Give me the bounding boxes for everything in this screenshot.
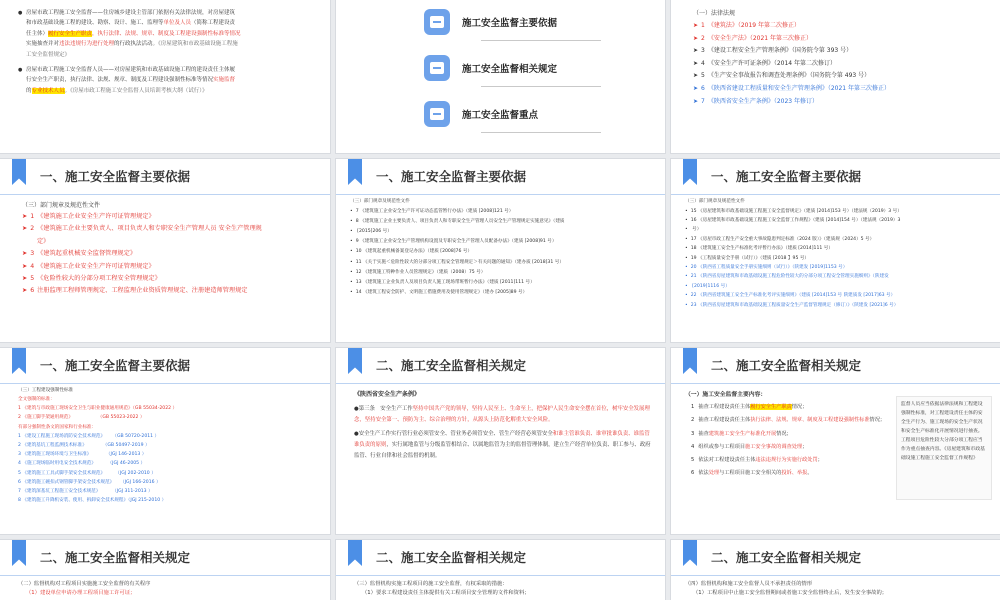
section-heading: （二）监督机构对工程项目实施施工安全监督的有关程序 [18, 581, 151, 587]
slide-thumbnail-1[interactable] [0, 0, 330, 153]
slide-thumbnail-3[interactable] [671, 0, 1000, 153]
regulation-item [350, 207, 649, 217]
citation: 工安全监督规定》 [26, 51, 71, 58]
bookmark-icon [12, 159, 26, 185]
bookmark-icon [348, 348, 362, 374]
bullet-icon: • [350, 259, 353, 265]
regulation-item [350, 227, 649, 237]
slide-title: 一、施工安全监督主要依据 [40, 169, 191, 184]
item-text: 18 《建筑施工安全生产标准化考评暂行办法》（建质 [2014]111 号） [690, 246, 833, 252]
highlight-span: 履行安全生产职责 [48, 30, 93, 37]
text-span: 。 [807, 470, 813, 477]
item-text: 《建筑施工企业安全生产许可证管理规定》 [37, 213, 155, 220]
document-icon [424, 9, 450, 35]
citation: 《房屋建筑和市政基础设施工程施 [158, 41, 238, 48]
section-heading: （三）工程建设强制性标准 [18, 388, 74, 393]
item-text: 有部分强制性条文的国家和行业标准： [18, 424, 97, 430]
standard-item [18, 404, 314, 413]
item-number: 6 [701, 84, 705, 92]
bullet-icon: • [685, 227, 688, 233]
bullet-icon: • [685, 218, 688, 223]
item-number: 3 [691, 430, 695, 437]
slide-thumbnail-7[interactable] [0, 348, 330, 534]
item-text: 《陕西省安全生产条例》（2023 年修订） [707, 97, 819, 105]
law-item [693, 83, 984, 96]
regulation-item [22, 261, 314, 273]
text-span: 。 [64, 87, 71, 94]
document-icon [424, 101, 450, 127]
item-number: 1 [30, 213, 35, 220]
regulation-item [22, 223, 314, 235]
arrow-icon: ➤ [693, 59, 699, 67]
law-item [693, 58, 984, 71]
slide-header [336, 348, 665, 384]
bullet-icon: • [350, 249, 353, 255]
procedure-line: （1）建设单位申请办理工程项目施工许可证； [26, 590, 136, 597]
item-text: 15 《房屋建筑和市政基础设施工程施工安全监督规定》（建质 [2014]153 号）（建法规（2019）3 号） [690, 208, 902, 214]
regulation-item [22, 285, 314, 297]
item-text: 1 《建设工程施工现场消防安全技术规范》 （GB 50720-2011 ） [18, 433, 160, 439]
regulation-item [350, 217, 649, 227]
text-span: 抽查工程建设责任主体 [698, 417, 751, 424]
item-text: 21 《陕西省房屋建筑和市政基础设施工程危险性较大的分部分项工程安全管理实施细则》（陕建发 [690, 274, 889, 280]
standard-item [18, 487, 314, 496]
slide-thumbnail-12[interactable] [671, 540, 1000, 600]
standard-item [18, 459, 314, 468]
slide-header [671, 348, 1000, 384]
divider [481, 86, 601, 87]
document-icon [424, 55, 450, 81]
sub-heading: 全文强制的标准： [18, 396, 55, 402]
item-text: 5 《建筑施工工具式脚手架安全技术规范》 （JGJ 202-2010 ） [18, 470, 156, 476]
item-number: 6 [30, 287, 35, 295]
agenda-label: 施工安全监督相关规定 [462, 64, 558, 75]
text-span: 抽查 [698, 430, 709, 437]
text-span: ●第三条 安全生产工作 [354, 405, 413, 412]
arrow-icon: ➤ [693, 22, 699, 29]
item-text: 8 《建筑施工企业主要负责人、项目负责人和专职安全生产管理人员安全生产管理规定实施意见》（建质 [355, 218, 565, 224]
article-paragraph-2 [354, 429, 651, 461]
bullet-icon: • [685, 265, 688, 271]
note-text: 监督人员应当依据法律法规和工程建设强制性标准，对工程建设责任主体的安全生产行为、施工现场的安全生产状况和安全生产标准化开展情况进行抽查。工程项目危险性较大分部分项工程应当作为重点抽查内容。《房屋建筑和市政基础设施工程施工安全监督工作规程》 [901, 402, 985, 461]
text-span: 建筑施工安全生产标准化开展 [708, 430, 777, 437]
item-number: 5 [691, 457, 695, 464]
slide-title: 二、施工安全监督相关规定 [376, 358, 527, 373]
item-number: 4 [701, 59, 705, 67]
text-span: 情况； [776, 430, 792, 437]
regulation-item [685, 216, 984, 225]
bullet-icon: • [685, 255, 688, 261]
bullet-icon: • [685, 283, 688, 289]
slide-title: 二、施工安全监督相关规定 [711, 550, 862, 565]
content-item [685, 429, 888, 439]
item-text: 7 《建筑深基坑工程施工安全技术规范》 （JGJ 311-2013 ） [18, 489, 153, 495]
bullet-icon: • [350, 229, 353, 234]
regulation-item [685, 254, 984, 263]
divider [481, 132, 601, 133]
item-text: 6 《建筑施工碗扣式钢管脚手架安全技术规范》 （JGJ 166-2016 ） [18, 479, 161, 485]
item-text: 《建筑法》（2019 年第二次修正） [707, 22, 801, 29]
agenda-label: 施工安全监督重点 [462, 110, 539, 121]
item-text: 《建筑施工企业安全生产许可证管理规定》 [37, 262, 155, 270]
regulation-list [685, 207, 984, 310]
text-span: 投诉、举报 [781, 470, 808, 477]
item-number: 3 [30, 250, 35, 258]
standard-item [18, 496, 314, 505]
text-span: 的 [26, 87, 32, 94]
arrow-icon: ➤ [22, 225, 28, 233]
item-number: 4 [691, 443, 695, 450]
regulation-item [685, 291, 984, 300]
item-number: 2 [691, 417, 695, 424]
arrow-icon: ➤ [693, 84, 699, 92]
bullet-icon: • [350, 269, 353, 275]
text-span: 和谁主管谁负责、谁审批谁负责、谁监管谁负责的原则 [354, 431, 650, 449]
text-span: 违法违规行为实施行政处罚 [755, 457, 818, 464]
slide-header [336, 159, 665, 195]
text-span: （简称工程建设责 [191, 20, 236, 27]
definition-paragraph-2 [18, 65, 320, 96]
item-number: 2 [701, 34, 705, 42]
item-text: 号） [690, 227, 702, 233]
text-span: 处理 [708, 470, 720, 477]
arrow-icon: ➤ [693, 97, 699, 105]
item-text: 17 《房屋市政工程生产安全重大事故隐患判定标准（2024 版）》（建质规（2024）5 号） [690, 236, 875, 242]
supervision-content-list [685, 402, 888, 478]
bullet-icon: • [685, 302, 688, 308]
text-span: 执行法律、法规、规章、制度及工程建设强制性标准 [750, 417, 870, 424]
arrow-icon: ➤ [693, 34, 699, 42]
bullet-icon: • [350, 280, 353, 286]
item-text: 注册监理工程师管理规定、工程监理企业资质管理规定、注册建造师管理规定 [37, 287, 248, 295]
regulation-list [350, 207, 649, 299]
bullet-icon: • [350, 218, 353, 224]
bookmark-icon [348, 540, 362, 566]
arrow-icon: ➤ [22, 213, 28, 220]
regulation-item [685, 244, 984, 253]
slide-title: 二、施工安全监督相关规定 [376, 550, 527, 565]
text-span: 情况； [869, 417, 886, 424]
item-text: 12 《建筑施工特种作业人员管理规定》（建质（2008）75 号） [355, 269, 486, 275]
highlight-span: 履行安全生产职责 [750, 404, 792, 411]
slide-title: 一、施工安全监督主要依据 [376, 169, 527, 184]
item-text: 9 《建筑施工企业安全生产管理机构设置及专职安全生产管理人员配备办法》（建质 [2008]91 号） [355, 239, 557, 245]
item-number: 4 [30, 262, 35, 270]
text-span: 依法 [698, 470, 709, 477]
item-text: 7 《建筑施工企业安全生产许可证动态监管暂行办法》（建质 [2008]121 号） [355, 208, 514, 214]
section-heading: 《陕西省安全生产条例》 [354, 391, 421, 398]
text-span: 位，树牢安全发展理念，坚持安全第一、预防为主、综合治理的方针，从源头上防范化解重大安全风险。 [354, 405, 650, 423]
agenda-item-2 [424, 50, 557, 86]
slide-thumbnail-5[interactable] [336, 159, 665, 342]
text-span: 任主体） [26, 30, 49, 37]
text-span: ； [817, 457, 823, 464]
bullet-icon: • [350, 239, 353, 245]
section-heading: （一）施工安全监督主要内容： [685, 392, 767, 398]
regulation-list [22, 211, 314, 298]
item-text: 16 《房屋建筑和市政基础设施工程施工安全监督工作规程》（建质 [2014]154 号）（建法规（2019）3 [690, 218, 901, 223]
item-text: 《建筑起重机械安全监督管理规定》 [37, 250, 137, 258]
item-text: 《安全生产法》（2021 年第三次修正） [707, 34, 813, 42]
item-text: [2015]206 号） [355, 229, 392, 234]
section-heading: （三）部门规章及规范性文件 [685, 199, 745, 204]
item-number: 5 [30, 275, 35, 283]
arrow-icon: ➤ [22, 287, 28, 295]
slide-title: 二、施工安全监督相关规定 [711, 358, 862, 373]
content-item [685, 468, 888, 478]
slide-thumbnail-10[interactable] [0, 540, 330, 600]
article-paragraph-1 [354, 404, 651, 426]
bookmark-icon [348, 159, 362, 185]
text-span: 和市政基础设施工程的建设、勘察、设计、施工、监理等 [26, 20, 164, 27]
text-span: 实施监督 [213, 77, 236, 84]
item-text: 《安全生产许可证条例》（2014 年第二次修订） [707, 59, 837, 67]
item-text: 定》 [37, 237, 50, 245]
text-span: 施工安全事故的调查处理 [745, 443, 803, 450]
law-item [693, 96, 984, 109]
item-text: 19 《工程质量安全手册（试行）》（建质 [2018 】95 号） [690, 255, 810, 261]
bullet-icon: • [350, 208, 353, 214]
content-item [685, 455, 888, 465]
text-span: ； [802, 443, 808, 450]
item-number: 3 [701, 47, 705, 55]
agenda-label: 施工安全监督主要依据 [462, 18, 558, 29]
bookmark-icon [12, 540, 26, 566]
item-text: 11 《关于实施＜危险性较大的分部分项工程安全管理规定＞有关问题的通知》（建办质 [2018]31 号） [355, 259, 564, 265]
arrow-icon: ➤ [693, 72, 699, 80]
bullet-icon: • [685, 293, 688, 299]
law-item [693, 33, 984, 46]
regulation-item [22, 273, 314, 285]
standard-item [18, 469, 314, 478]
regulation-item [350, 278, 649, 288]
regulation-item [350, 258, 649, 268]
slide-title: 二、施工安全监督相关规定 [40, 550, 191, 565]
definition-text [0, 0, 330, 96]
bookmark-icon [683, 348, 697, 374]
exemption-line: （1）工程项目中止施工安全监督期间或者施工安全监督终止后，发生安全事故的； [693, 590, 888, 597]
item-text: 8 《建筑施工升降机安装、使用、拆卸安全技术规程》（JGJ 215-2010 ） [18, 498, 167, 504]
text-span: 违法违规行为进行处理 [59, 41, 115, 48]
item-text: 10 《建筑起重机械备案登记办法》（建质 [2008]76 号） [355, 249, 473, 255]
slide-header [671, 540, 1000, 576]
slide-thumbnail-2[interactable] [336, 0, 665, 153]
slide-thumbnail-8[interactable] [336, 348, 665, 534]
text-span: 的行政执法活动。 [114, 41, 159, 48]
standard-item [18, 441, 314, 450]
regulation-item [685, 272, 984, 281]
slide-header [671, 159, 1000, 195]
regulation-item [350, 247, 649, 257]
regulation-item [685, 235, 984, 244]
law-item [693, 45, 984, 58]
law-list [693, 20, 984, 108]
item-number: 1 [701, 22, 705, 29]
slide-thumbnail-11[interactable] [336, 540, 665, 600]
text-span: 单位及人员 [163, 20, 192, 27]
bullet-icon: • [685, 236, 688, 242]
regulation-item [685, 282, 984, 291]
law-item [693, 20, 984, 33]
item-number: 7 [701, 97, 705, 105]
item-text: 13 《建筑施工企业负责人及项目负责人施工现场带班暂行办法》（建质 [2011]111 号） [355, 280, 535, 286]
regulation-item [22, 211, 314, 223]
standard-item [18, 478, 314, 487]
regulation-item [685, 263, 984, 272]
slide-header [336, 540, 665, 576]
text-span: 实施抽查并对 [26, 41, 60, 48]
slide-thumbnail-9[interactable] [671, 348, 1000, 534]
text-span: 抽查工程建设责任主体 [698, 404, 751, 411]
regulation-item [685, 207, 984, 216]
arrow-icon: ➤ [22, 275, 28, 283]
item-text: 《生产安全事故报告和调查处理条例》（国务院令第 493 号） [707, 72, 871, 80]
item-number: 1 [691, 404, 695, 411]
item-text: [2019]1116 号） [690, 283, 730, 289]
bullet-icon: • [685, 274, 688, 280]
item-text: 《建筑施工企业主要负责人、项目负责人和专职安全生产管理人员 安全生产管理规 [37, 225, 262, 233]
text-span: 依法对工程建设责任主体 [698, 457, 756, 464]
section-heading: （一）法律法规 [693, 10, 736, 17]
item-text: 4 《施工现场临时用电安全技术规范》 （JGJ 46-2005 ） [18, 461, 146, 467]
highlight-span: 专业技术人员 [31, 87, 65, 94]
text-span: 房屋市政工程施工安全监督——住房城乡建设主管部门依据有关法律法规，对房屋建筑 [26, 10, 236, 16]
item-text: 22 《陕西省建筑施工安全生产标准化考评实施细则》（建质 [2014]153 号 陕建质发 [2017]63 号） [690, 293, 896, 299]
standard-item [18, 413, 314, 422]
bullet-icon: • [685, 246, 688, 252]
standard-item [18, 432, 314, 441]
arrow-icon: ➤ [693, 47, 699, 55]
item-number: 5 [701, 72, 705, 80]
regulation-item [350, 237, 649, 247]
content-item [685, 415, 888, 425]
note-box [896, 396, 992, 500]
regulation-item [350, 268, 649, 278]
measure-line: （1）要求工程建设责任主体提供有关工程项目安全管理的文件和资料； [362, 590, 530, 597]
item-text: 2 《建筑基坑工程监测技术标准》 （GB 50497-2019 ） [18, 443, 150, 448]
regulation-item [350, 288, 649, 298]
citation: 《房屋市政工程施工安全监督人员培训考核大纲（试行）》 [70, 87, 208, 94]
text-span: 房屋市政工程施工安全监督人员——对房屋建筑和市政基础设施工程的建设责任主体履 [26, 67, 236, 74]
text-span: 行安全生产职责，执行法律、法规、规章、制度及工程建设强制性标准等情况 [26, 77, 214, 84]
regulation-item [685, 301, 984, 310]
section-heading: （三）部门规章及规范性文件 [350, 199, 410, 204]
standard-list [18, 404, 314, 505]
content-item [685, 402, 888, 412]
item-text: 23 《陕西省房屋建筑和市政基础设施工程质量安全生产监督管理规定（修订）》（陕建发 [2021]6 号） [690, 302, 899, 308]
section-heading: （四）监督机构和施工安全监督人员不承担责任的情形 [685, 581, 813, 587]
item-text: 《建设工程安全生产管理条例》（国务院令第 393 号） [707, 47, 853, 55]
law-item [693, 70, 984, 83]
slide-thumbnail-4[interactable] [0, 159, 330, 342]
content-item [685, 442, 888, 452]
item-text: 3 《建筑施工现场环境与卫生标准》 （JGJ 146-2013 ） [18, 452, 147, 458]
section-heading: （三）部门规章及规范性文件 [22, 202, 101, 209]
slide-title: 一、施工安全监督主要依据 [711, 169, 862, 184]
item-text: 《危险性较大的分部分项工程安全管理规定》 [37, 275, 161, 283]
regulation-item [22, 236, 314, 248]
text-span: ，实行属地监管与分级监管相结合、以属地监管为主的监督管理体制，建立生产经营单位负责、职工参与、政府监管、行业自律和社会监督的机制。 [354, 442, 651, 459]
item-text: 20 《陕西省工程质量安全手册实施细则（试行）》（陕建发 [2019]1153 号） [690, 265, 848, 271]
arrow-icon: ➤ [22, 250, 28, 258]
text-span: 组织或参与工程项目 [698, 443, 746, 450]
text-span: 与工程项目施工安全相关的 [719, 470, 782, 477]
section-heading: （三）监督机构实施工程项目的施工安全监督，有权采取的措施： [354, 581, 508, 587]
slide-title: 一、施工安全监督主要依据 [40, 358, 191, 373]
item-number: 6 [691, 470, 695, 477]
text-span: ，执行法律、法规、规章、制度及工程建设强制性标准等情况 [92, 30, 241, 37]
arrow-icon: ➤ [22, 262, 28, 270]
bookmark-icon [683, 159, 697, 185]
bookmark-icon [12, 348, 26, 374]
slide-header [0, 540, 330, 576]
divider [481, 40, 601, 41]
item-text: 《陕西省建设工程质量和安全生产管理条例》（2021 年第三次修正） [707, 84, 891, 92]
bullet-icon: • [350, 290, 353, 296]
slide-header [0, 348, 330, 384]
bullet-icon: • [685, 208, 688, 214]
bookmark-icon [683, 540, 697, 566]
regulation-item [22, 248, 314, 260]
item-text: 2 《施工脚手架通用规范》 （GB 55023-2022 ） [18, 415, 145, 421]
agenda-item-3 [424, 96, 538, 132]
text-span: ●安全生产工作实行管行业必须管安全、管业务必须管安全、管生产经营必须管安全 [354, 431, 553, 438]
standard-item [18, 423, 314, 432]
agenda-item-1 [424, 4, 557, 40]
text-span: 坚持中国共产党的领导，坚持人民至上、生命至上，把保护人民生命安全摆在首 [412, 405, 602, 412]
item-number: 2 [30, 225, 35, 233]
slide-header [0, 159, 330, 195]
definition-paragraph-1 [18, 8, 320, 60]
item-text: 1 《建筑与市政施工现场安全卫生与职业健康通用规范》（GB 55034-2022 ） [18, 406, 178, 412]
standard-item [18, 450, 314, 459]
text-span: 情况； [791, 404, 808, 411]
item-text: 14 《建筑工程安全防护、文明施工措施费用及使用管理规定》（建办 [2005]89 号） [355, 290, 528, 296]
slide-thumbnail-6[interactable] [671, 159, 1000, 342]
regulation-item [685, 225, 984, 234]
